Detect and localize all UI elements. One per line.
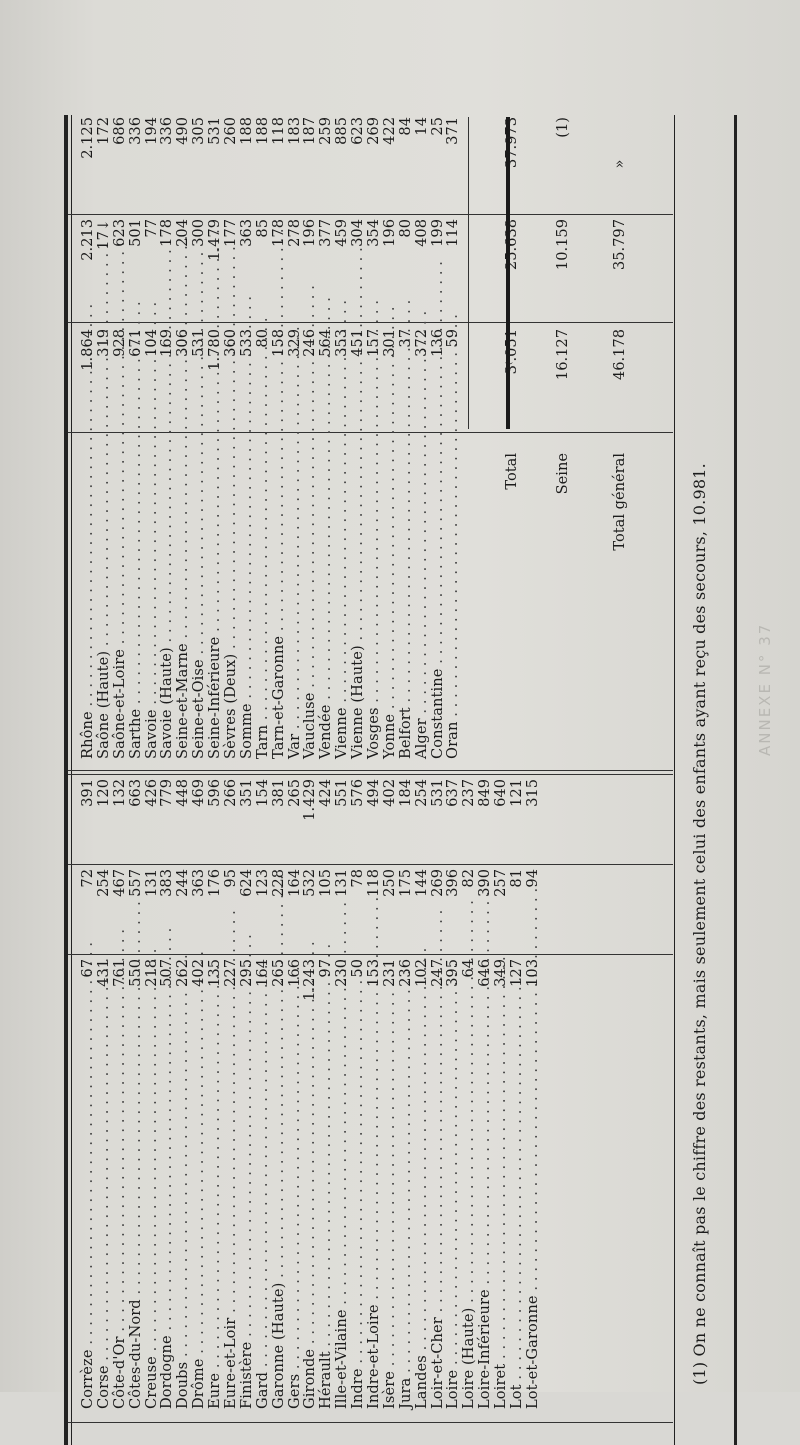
left-c2-12: 228 <box>269 869 287 897</box>
right-name-13: Var . . . <box>287 461 303 759</box>
frame-top-rule-thin <box>71 115 72 1445</box>
right-c3-20: 84 <box>396 117 414 136</box>
right-c2-5: 178 <box>158 219 176 247</box>
right-c3-4: 194 <box>142 117 160 145</box>
general-value-1: 46.178 <box>611 329 629 381</box>
left-c3-28: 315 <box>523 779 541 807</box>
left-c3-9: 266 <box>222 779 240 807</box>
right-c2-20: 80 <box>396 219 414 238</box>
left-name-13: Gers . . . <box>287 1104 303 1409</box>
left-c2-8: 176 <box>206 869 224 897</box>
left-c1-14: 1.243 <box>301 959 319 1001</box>
left-c1-1: 431 <box>94 959 112 987</box>
left-c1-9: 227 <box>222 959 240 987</box>
right-name-14: Vaucluse . . . <box>302 461 318 759</box>
left-name-5: Dordogne . . . <box>159 1104 175 1409</box>
right-c2-2: 623 <box>110 219 128 247</box>
left-c1-6: 262 <box>174 959 192 987</box>
left-c3-6: 448 <box>174 779 192 807</box>
totals-top-rule <box>468 117 469 429</box>
left-name-9: Eure-et-Loir . . . <box>223 1104 239 1409</box>
left-c3-15: 424 <box>317 779 335 807</box>
left-c2-13: 164 <box>285 869 303 897</box>
right-col2-values <box>80 219 461 319</box>
left-col1-values <box>80 959 541 1043</box>
left-c2-28: 94 <box>523 869 541 888</box>
right-c2-10: 363 <box>237 219 255 247</box>
left-c2-0: 72 <box>79 869 96 888</box>
right-c2-19: 196 <box>380 219 398 247</box>
left-c3-21: 254 <box>412 779 430 807</box>
right-c2-12: 178 <box>269 219 287 247</box>
left-c1-8: 135 <box>206 959 224 987</box>
left-c1-20: 236 <box>396 959 414 987</box>
right-c3-5: 336 <box>158 117 176 145</box>
left-c2-21: 144 <box>412 869 430 897</box>
left-name-25: Loire-Inférieure . . . <box>477 1104 493 1409</box>
left-c2-24: 82 <box>460 869 478 888</box>
right-c3-3: 336 <box>126 117 144 145</box>
left-c1-3: 550 <box>126 959 144 987</box>
right-c1-9: 360 <box>222 329 240 357</box>
left-c1-10: 295 <box>237 959 255 987</box>
right-name-2: Saône-et-Loire . . . <box>112 461 128 759</box>
left-c1-23: 395 <box>444 959 462 987</box>
block-sep-2 <box>68 770 673 771</box>
left-c1-24: 64 <box>460 959 478 978</box>
right-c2-21: 408 <box>412 219 430 247</box>
right-c1-12: 158 <box>269 329 287 357</box>
right-name-1: Saône (Haute) . . . <box>96 461 112 759</box>
right-c2-23: 114 <box>444 219 462 247</box>
left-name-19: Isère . . . <box>382 1104 398 1409</box>
frame-bottom-rule <box>674 115 675 1445</box>
right-c1-23: 59 <box>444 329 462 348</box>
frame-top-rule <box>64 115 68 1445</box>
left-c1-2: 761 <box>110 959 128 987</box>
right-c1-2: 928 <box>110 329 128 357</box>
right-c2-22: 199 <box>428 219 446 247</box>
left-c2-17: 78 <box>349 869 367 888</box>
left-c2-20: 175 <box>396 869 414 897</box>
right-c1-19: 301 <box>380 329 398 357</box>
right-c1-6: 306 <box>174 329 192 357</box>
seine-value-2: 10.159 <box>553 219 571 271</box>
general-value-3: » <box>611 159 629 169</box>
left-c3-8: 596 <box>206 779 224 807</box>
left-c2-2: 467 <box>110 869 128 897</box>
right-c3-23: 371 <box>444 117 462 145</box>
left-name-23: Loire . . . <box>445 1104 461 1409</box>
right-c2-7: 300 <box>190 219 208 247</box>
right-c1-16: 353 <box>333 329 351 357</box>
left-c2-27: 81 <box>508 869 526 888</box>
left-c2-25: 390 <box>476 869 494 897</box>
left-name-3: Côtes-du-Nord . . . <box>128 1104 144 1409</box>
right-c1-13: 329 <box>285 329 303 357</box>
left-c1-5: 507 <box>158 959 176 987</box>
left-name-10: Finistère . . . <box>239 1104 255 1409</box>
left-col-sep-1 <box>68 1422 673 1423</box>
left-c3-10: 351 <box>237 779 255 807</box>
right-names-column <box>80 461 461 759</box>
left-c3-20: 184 <box>396 779 414 807</box>
right-name-9: Sèvres (Deux) . . . <box>223 461 239 759</box>
left-c1-4: 218 <box>142 959 160 987</box>
left-c1-21: 102 <box>412 959 430 987</box>
left-c1-25: 646 <box>476 959 494 987</box>
left-c3-3: 663 <box>126 779 144 807</box>
right-name-11: Tarn . . . <box>255 461 271 759</box>
left-name-15: Hérault . . . <box>318 1104 334 1409</box>
right-c2-14: 196 <box>301 219 319 247</box>
left-c2-3: 557 <box>126 869 144 897</box>
left-c3-5: 779 <box>158 779 176 807</box>
left-c3-11: 154 <box>253 779 271 807</box>
left-c2-6: 244 <box>174 869 192 897</box>
left-c2-23: 396 <box>444 869 462 897</box>
right-name-20: Belfort . . . <box>398 461 414 759</box>
right-c3-12: 118 <box>269 117 287 145</box>
right-name-4: Savoie . . . <box>144 461 160 759</box>
right-c3-7: 305 <box>190 117 208 145</box>
right-col-sep-3 <box>68 214 673 215</box>
total-label: Total <box>502 453 520 490</box>
left-name-28: Lot-et-Garonne . . . <box>525 1104 541 1409</box>
left-col3-values <box>80 779 541 863</box>
left-col-sep-3 <box>68 864 673 865</box>
left-c1-12: 265 <box>269 959 287 987</box>
left-c3-16: 551 <box>333 779 351 807</box>
left-c3-12: 381 <box>269 779 287 807</box>
totals-col3 <box>472 117 663 211</box>
left-c1-18: 153 <box>365 959 383 987</box>
left-name-8: Eure . . . <box>207 1104 223 1409</box>
right-c3-2: 686 <box>110 117 128 145</box>
right-c2-9: 177 <box>222 219 240 247</box>
left-c1-17: 50 <box>349 959 367 978</box>
footnote: (1) On ne connaît pas le chiffre des restants, mais seulement celui des enfants ayant reçu des secours, 10.981. <box>690 463 709 1385</box>
left-name-6: Doubs . . . <box>175 1104 191 1409</box>
right-name-6: Seine-et-Marne . . . <box>175 461 191 759</box>
right-name-5: Savoie (Haute) . . . <box>159 461 175 759</box>
right-c3-14: 187 <box>301 117 319 145</box>
left-name-26: Loiret . . . <box>493 1104 509 1409</box>
left-c3-7: 469 <box>190 779 208 807</box>
right-c1-7: 531 <box>190 329 208 357</box>
right-name-8: Seine-Inférieure . . . <box>207 461 223 759</box>
left-c1-27: 127 <box>508 959 526 987</box>
left-c2-5: 383 <box>158 869 176 897</box>
right-c1-10: 533 <box>237 329 255 357</box>
left-name-7: Drôme . . . <box>191 1104 207 1409</box>
right-c1-8: 1.780 <box>206 329 224 371</box>
right-c3-15: 259 <box>317 117 335 145</box>
total-value-1: 3⁽.051 <box>502 329 520 375</box>
right-name-0: Rhône . . . <box>80 461 96 759</box>
right-name-18: Vosges . . . <box>366 461 382 759</box>
left-c3-4: 426 <box>142 779 160 807</box>
left-c3-14: 1.429 <box>301 779 319 821</box>
right-c1-14: 246 <box>301 329 319 357</box>
left-name-2: Côte-d'Or . . . <box>112 1104 128 1409</box>
left-c2-15: 105 <box>317 869 335 897</box>
right-c3-22: 25 <box>428 117 446 136</box>
right-name-7: Seine-et-Oise . . . <box>191 461 207 759</box>
right-c1-5: 169 <box>158 329 176 357</box>
right-c3-17: 623 <box>349 117 367 145</box>
right-name-10: Somme . . . <box>239 461 255 759</box>
right-c1-22: 136 <box>428 329 446 357</box>
left-name-1: Corse . . . <box>96 1104 112 1409</box>
right-c2-0: 2.213 <box>79 219 96 261</box>
left-col2-values <box>80 869 541 953</box>
left-c3-1: 120 <box>94 779 112 807</box>
left-c2-9: 95 <box>222 869 240 888</box>
left-c3-22: 531 <box>428 779 446 807</box>
right-c2-4: 77 <box>142 219 160 238</box>
right-name-12: Tarn-et-Garonne . . . <box>271 461 287 759</box>
left-name-22: Loir-et-Cher . . . <box>430 1104 446 1409</box>
right-name-21: Alger . . . <box>414 461 430 759</box>
right-c3-19: 422 <box>380 117 398 145</box>
left-name-17: Indre . . . <box>350 1104 366 1409</box>
total-value-3: 37.973 <box>502 117 520 169</box>
left-c2-1: 254 <box>94 869 112 897</box>
right-c3-9: 260 <box>222 117 240 145</box>
right-col1-values <box>80 329 461 429</box>
left-c2-7: 363 <box>190 869 208 897</box>
rotated-table-sheet <box>58 105 738 1445</box>
left-name-11: Gard . . . <box>255 1104 271 1409</box>
right-c2-17: 304 <box>349 219 367 247</box>
left-c1-0: 67 <box>79 959 96 978</box>
totals-col1 <box>472 329 663 429</box>
left-c3-19: 402 <box>380 779 398 807</box>
right-c1-4: 104 <box>142 329 160 357</box>
general-total-label: Total général <box>611 453 629 551</box>
right-c2-11: 85 <box>253 219 271 238</box>
right-c2-6: 204 <box>174 219 192 247</box>
right-c1-17: 451 <box>349 329 367 357</box>
right-c3-18: 269 <box>365 117 383 145</box>
left-c1-13: 166 <box>285 959 303 987</box>
left-names-column <box>80 1104 541 1409</box>
seine-value-1: 16.127 <box>553 329 571 381</box>
right-c3-1: 172 <box>94 117 112 145</box>
left-c2-19: 250 <box>380 869 398 897</box>
left-c2-26: 257 <box>492 869 510 897</box>
right-name-15: Vendée . . . <box>318 461 334 759</box>
left-name-20: Jura . . . <box>398 1104 414 1409</box>
left-name-18: Indre-et-Loire . . . <box>366 1104 382 1409</box>
right-c2-13: 278 <box>285 219 303 247</box>
right-name-22: Constantine . . . <box>430 461 446 759</box>
left-c2-10: 624 <box>237 869 255 897</box>
left-c2-4: 131 <box>142 869 160 897</box>
left-c2-16: 131 <box>333 869 351 897</box>
left-name-16: Ille-et-Vilaine . . . <box>334 1104 350 1409</box>
right-c1-18: 157 <box>365 329 383 357</box>
right-c3-21: 14 <box>412 117 430 136</box>
left-name-14: Gironde . . . <box>302 1104 318 1409</box>
right-c3-0: 2.125 <box>79 117 96 159</box>
left-c2-18: 118 <box>365 869 383 897</box>
left-c1-26: 349 <box>492 959 510 987</box>
left-c3-26: 640 <box>492 779 510 807</box>
left-c3-27: 121 <box>508 779 526 807</box>
left-c1-28: 103 <box>523 959 541 987</box>
left-c2-22: 269 <box>428 869 446 897</box>
left-name-12: Garonne (Haute) . . . <box>271 1104 287 1409</box>
right-c1-21: 372 <box>412 329 430 357</box>
right-c2-15: 377 <box>317 219 335 247</box>
left-c1-19: 231 <box>380 959 398 987</box>
right-name-16: Vienne . . . <box>334 461 350 759</box>
right-c2-3: 501 <box>126 219 144 247</box>
left-c3-25: 849 <box>476 779 494 807</box>
seine-label: Seine <box>553 453 571 495</box>
left-name-24: Loire (Haute) . . . <box>461 1104 477 1409</box>
right-name-23: Oran . . . <box>445 461 461 759</box>
left-name-4: Creuse . . . <box>144 1104 160 1409</box>
left-c2-11: 123 <box>253 869 271 897</box>
left-name-27: Lot . . . <box>509 1104 525 1409</box>
left-c2-14: 532 <box>301 869 319 897</box>
left-c1-15: 97 <box>317 959 335 978</box>
left-c3-23: 637 <box>444 779 462 807</box>
right-c2-8: 1.479 <box>206 219 224 261</box>
left-name-21: Landes . . . <box>414 1104 430 1409</box>
general-value-2: 35.797 <box>611 219 629 271</box>
right-name-17: Vienne (Haute) . . . <box>350 461 366 759</box>
right-c3-6: 490 <box>174 117 192 145</box>
right-c2-16: 459 <box>333 219 351 247</box>
right-c1-0: 1.864 <box>79 329 96 371</box>
left-c3-13: 265 <box>285 779 303 807</box>
right-col3-values <box>80 117 461 211</box>
right-name-19: Yonne . . . <box>382 461 398 759</box>
left-c1-7: 402 <box>190 959 208 987</box>
right-c1-1: 319 <box>94 329 112 357</box>
totals-labels <box>472 437 663 615</box>
left-c1-11: 164 <box>253 959 271 987</box>
totals-col2 <box>472 219 663 319</box>
right-c3-13: 183 <box>285 117 303 145</box>
total-value-2: 25.638 <box>502 219 520 271</box>
right-c3-16: 885 <box>333 117 351 145</box>
right-c2-18: 354 <box>365 219 383 247</box>
left-c3-0: 391 <box>79 779 96 807</box>
left-name-0: Corrèze . . . <box>80 1104 96 1409</box>
right-c1-20: 37 <box>396 329 414 348</box>
left-c3-17: 576 <box>349 779 367 807</box>
right-c1-11: 80 <box>253 329 271 348</box>
right-name-3: Sarthe . . . <box>128 461 144 759</box>
left-c3-2: 132 <box>110 779 128 807</box>
left-c3-18: 494 <box>365 779 383 807</box>
right-c1-3: 671 <box>126 329 144 357</box>
left-c1-16: 230 <box>333 959 351 987</box>
faint-stamp: ANNEXE N° 37 <box>756 622 774 756</box>
right-c3-10: 188 <box>237 117 255 145</box>
right-c2-1: 17↓ <box>94 219 112 250</box>
right-c3-11: 188 <box>253 117 271 145</box>
left-c1-22: 247 <box>428 959 446 987</box>
left-c3-24: 237 <box>460 779 478 807</box>
right-c3-8: 531 <box>206 117 224 145</box>
seine-value-3: (1) <box>553 117 571 138</box>
block-sep <box>68 774 673 775</box>
right-c1-15: 564 <box>317 329 335 357</box>
frame-bottom-rule-thick <box>734 115 737 1445</box>
